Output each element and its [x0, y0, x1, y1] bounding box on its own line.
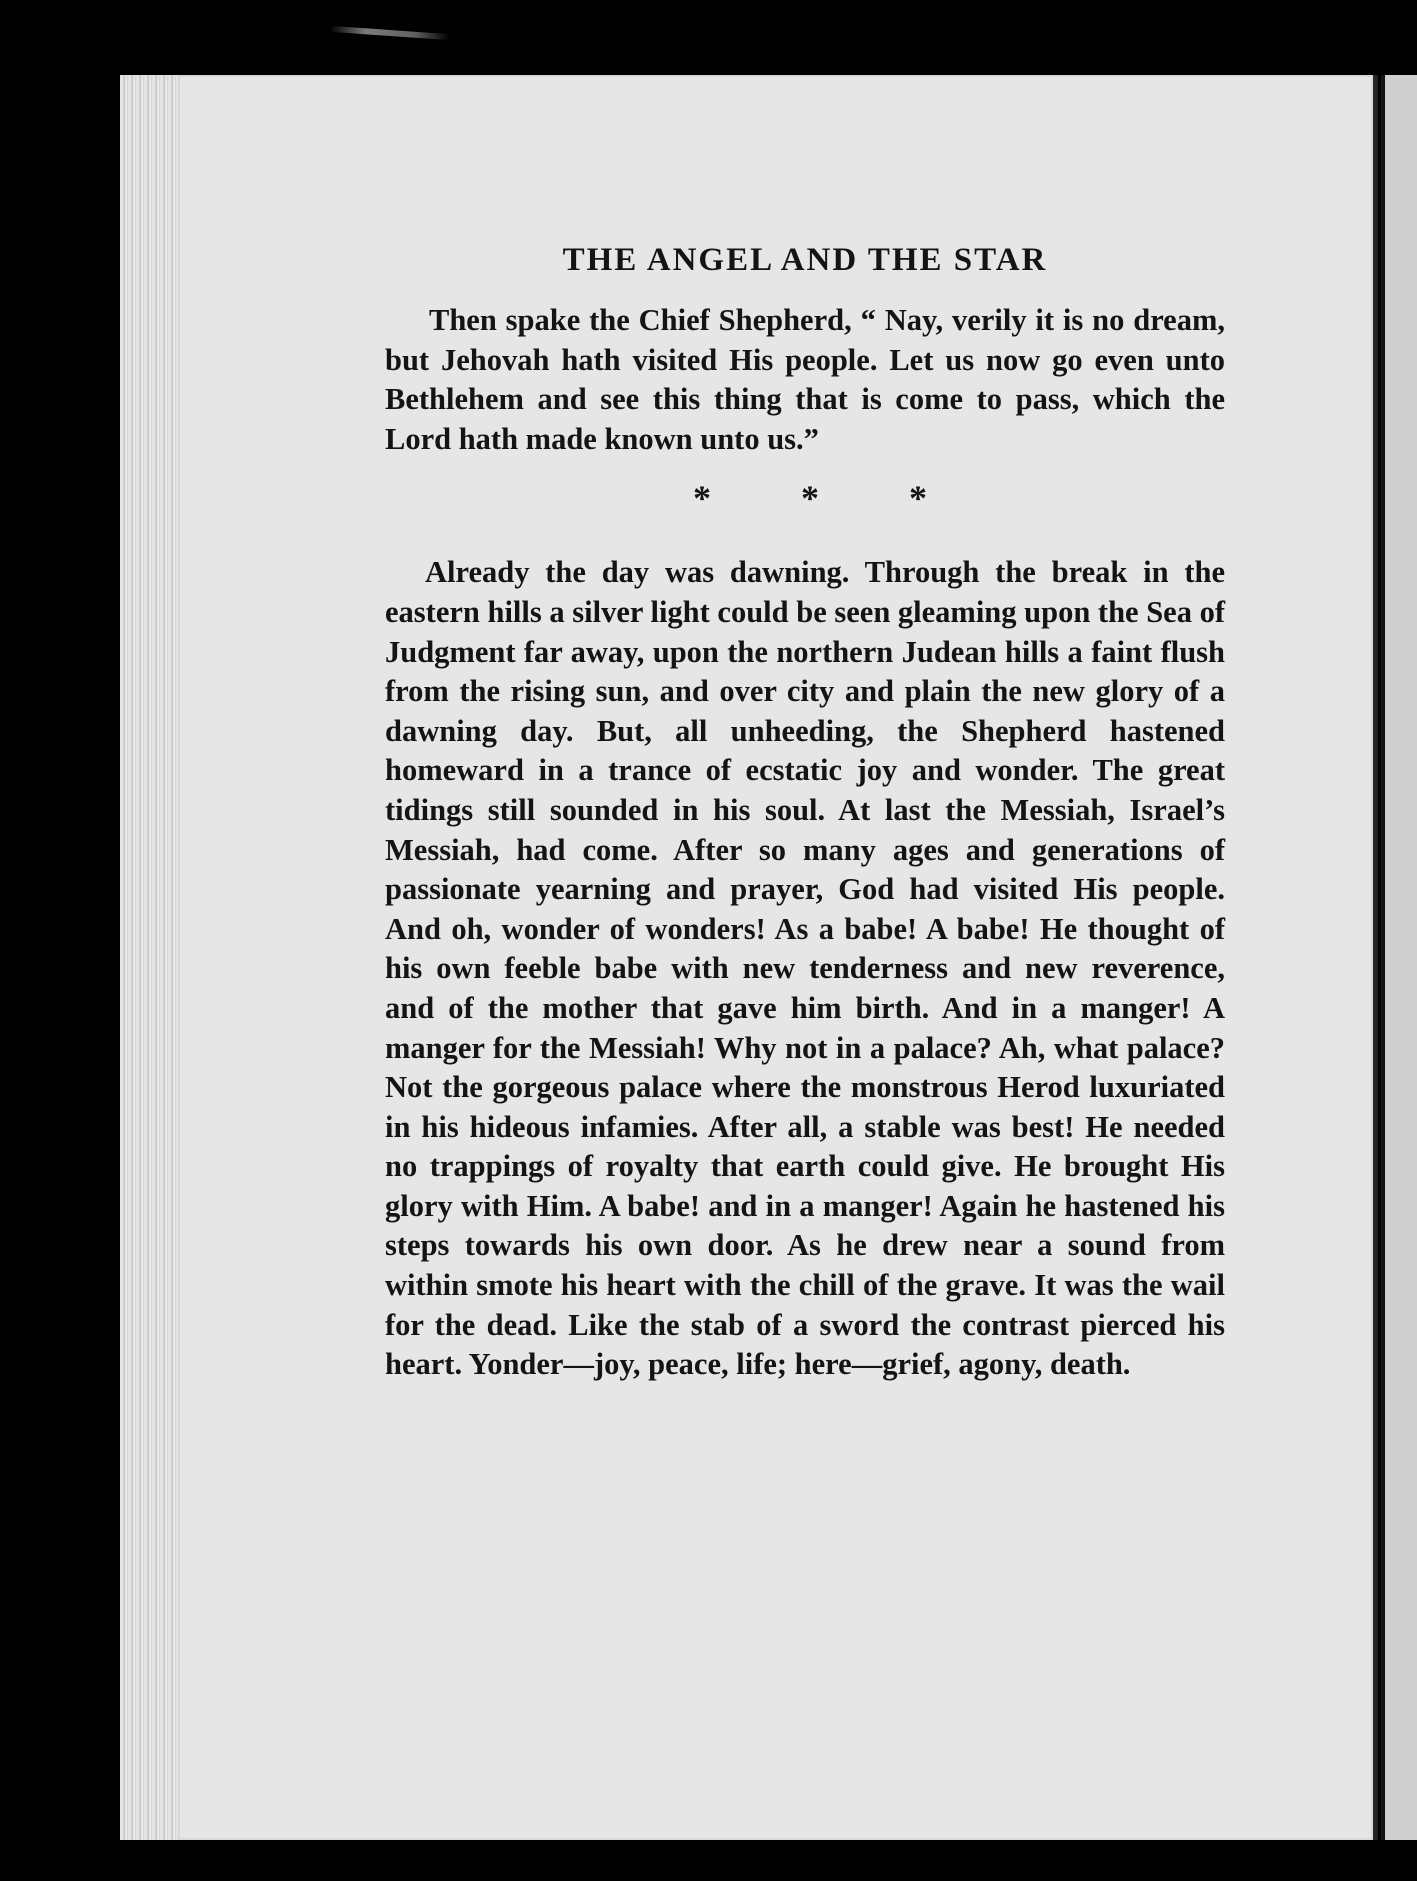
scan-artifact: [330, 26, 450, 40]
facing-page-edge: [1385, 75, 1417, 1840]
paragraph-1: Then spake the Chief Shepherd, “ Nay, verily it is no dream, but Jehovah hath visited His people. Let us now go even unto Bethlehem and see this thing that is come to pass, which the Lord hath made known unto us.”: [385, 303, 1225, 456]
page-text: [205, 162, 1245, 1385]
section-break-star: *: [909, 478, 927, 519]
section-break-star: *: [801, 478, 819, 519]
paragraph-2: Already the day was dawning. Through the break in the eastern hills a silver light could be seen gleaming upon the Sea of Judgment far away, upon the northern Judean hills a faint flush from the rising sun, and over city and plain the new glory of a dawning day. But, all unheeding, the Shepherd hastened homeward in a trance of ecstatic joy and wonder. The great tidings still sounded in his soul. At last the Messiah, Israel’s Messiah, had come. After so many ages and generations of passionate yearning and prayer, God had visited His people. And oh, wonder of wonders! As a babe! A babe! He thought of his own feeble babe with new tenderness and new reverence, and of the mother that gave him birth. And in a manger! A manger for the Messiah! Why not in a palace? Ah, what palace? Not the gorgeous palace where the monstrous Herod luxuriated in his hideous infamies. After all, a stable was best! He needed no trappings of royalty that earth could give. He brought His glory with Him. A babe! and in a manger! Again he hastened his steps towards his own door. As he drew near a sound from within smote his heart with the chill of the grave. It was the wail for the dead. Like the stab of a sword the contrast pierced his heart. Yonder—joy, peace, life; here—grief, agony, death.: [385, 555, 1225, 1382]
page-edges: [120, 75, 182, 1840]
gutter-line: [1378, 75, 1381, 1840]
section-break: [205, 477, 1245, 519]
section-break-star: *: [693, 478, 711, 519]
running-head: THE ANGEL AND THE STAR: [562, 242, 1048, 278]
